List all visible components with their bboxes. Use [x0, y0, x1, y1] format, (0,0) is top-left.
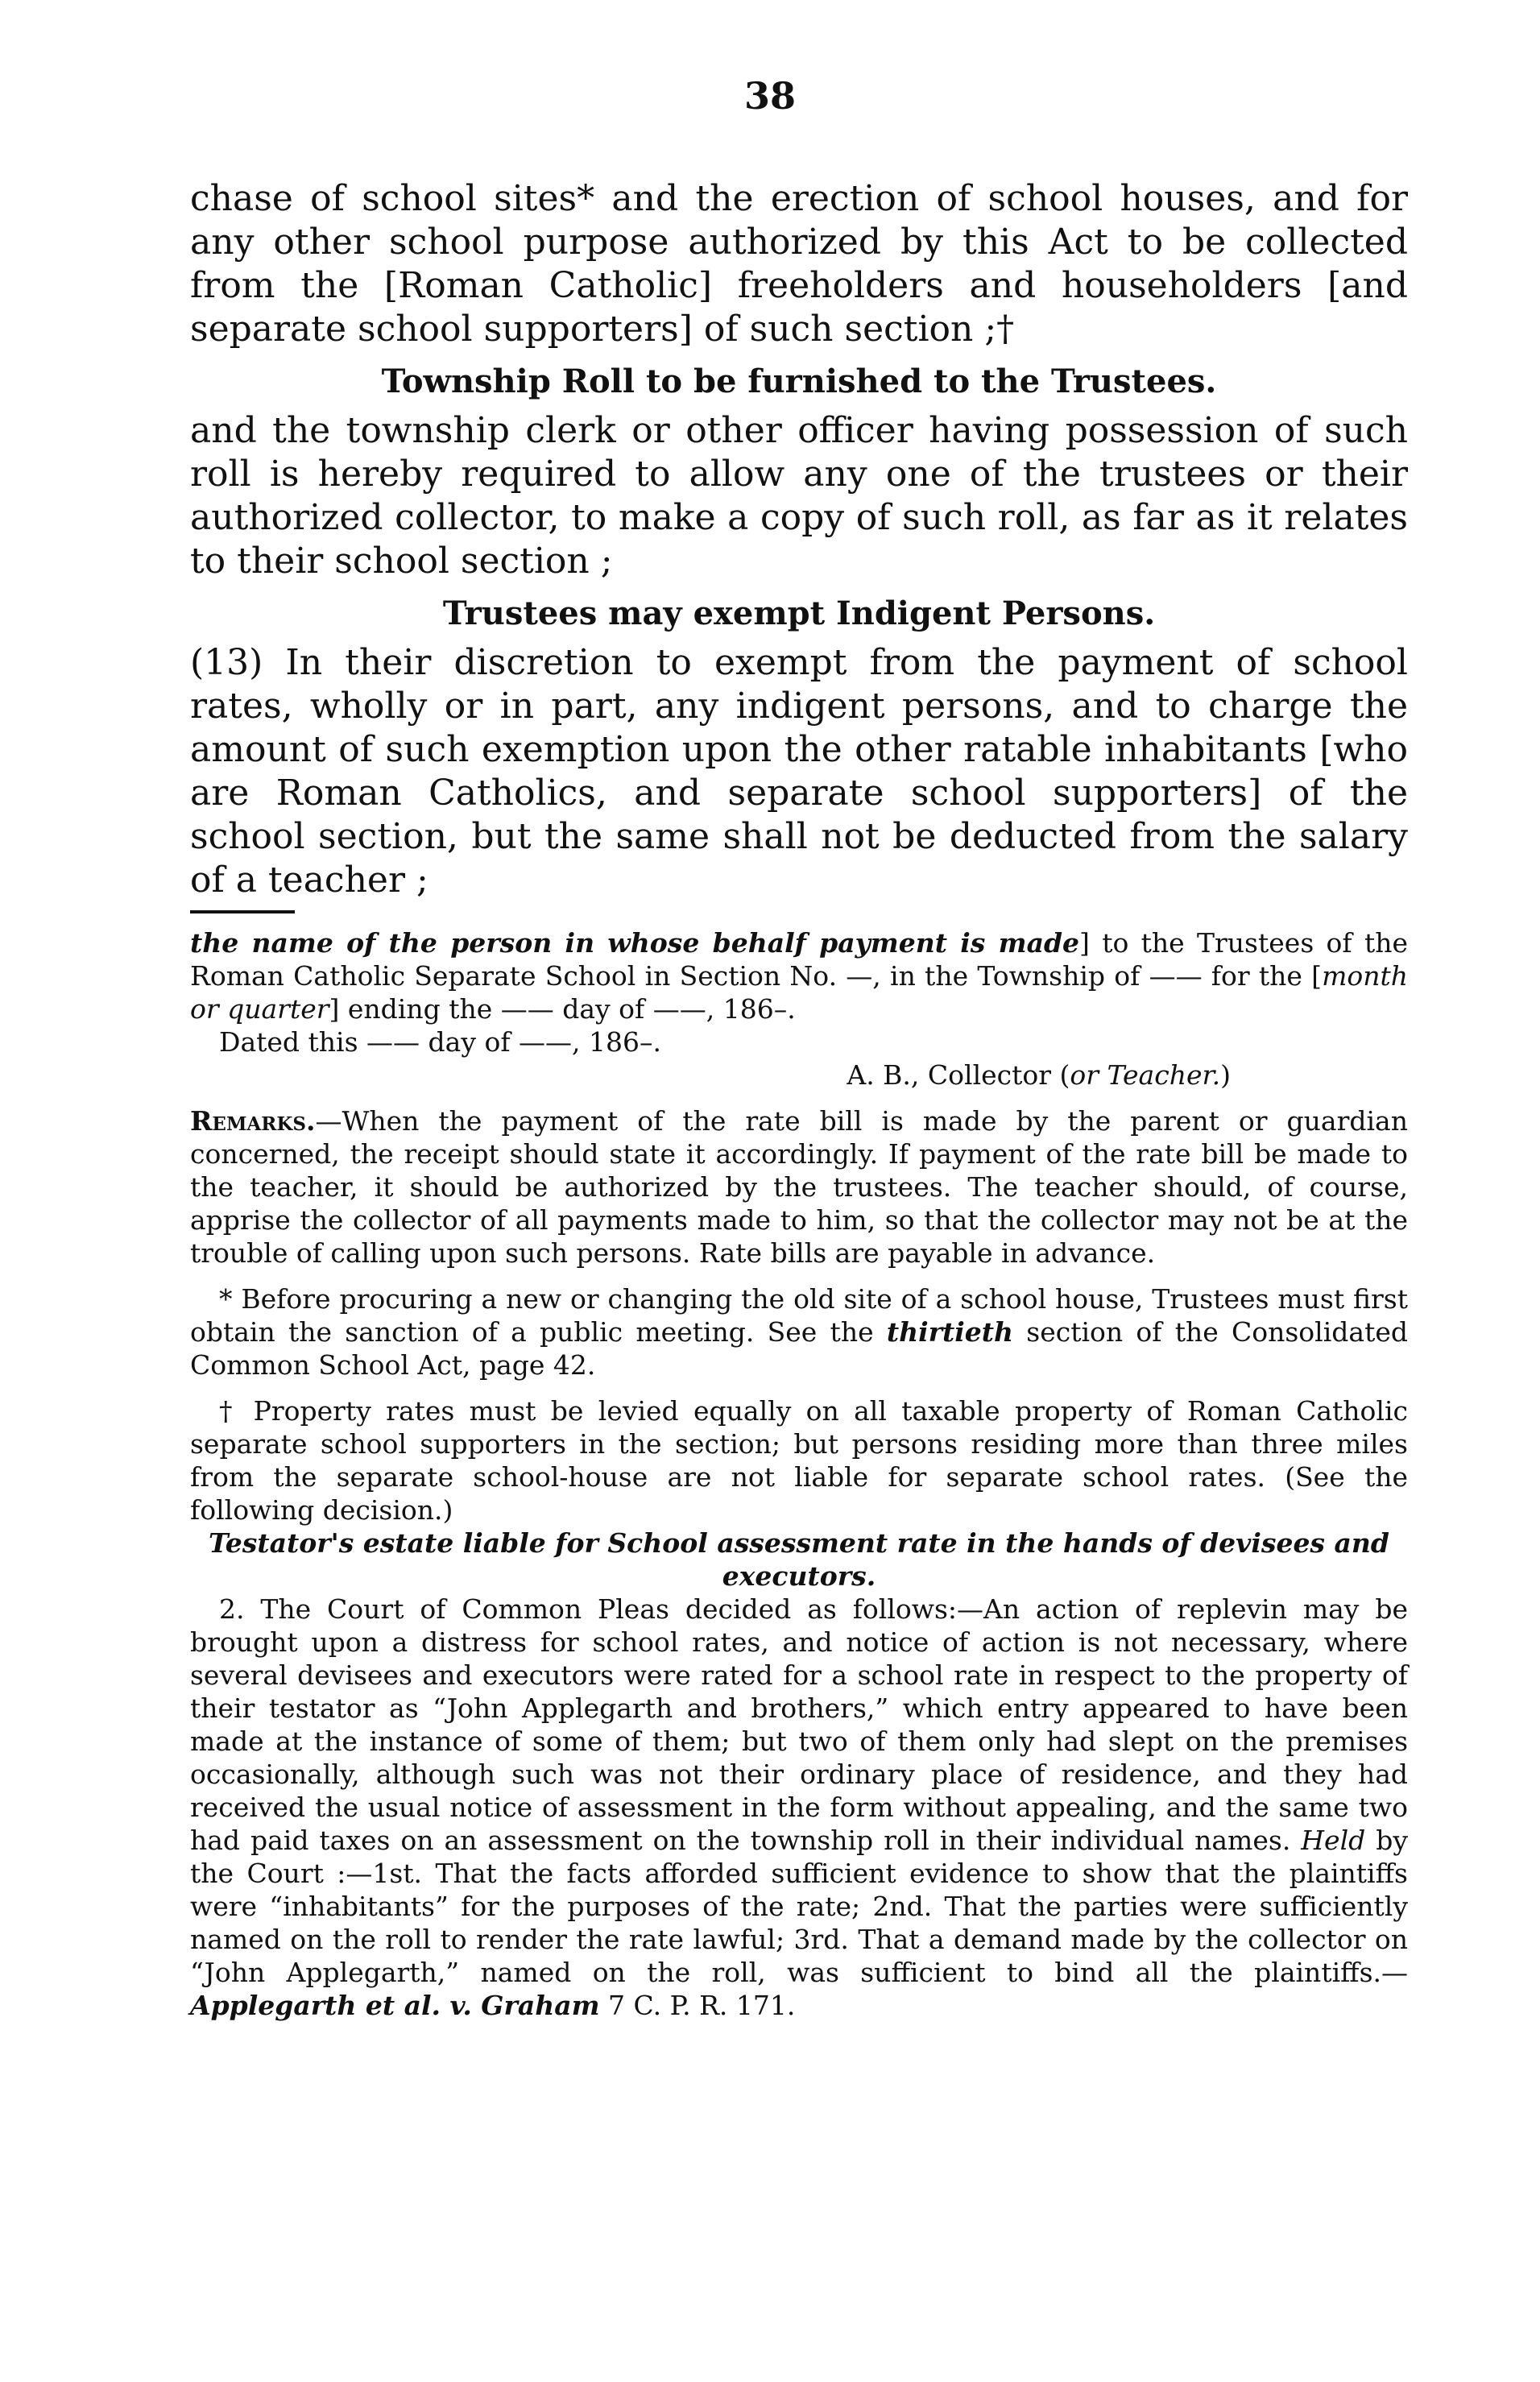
paragraph-1: chase of school sites* and the erection of school houses, and for any other school purpose authorized by this Act to be collected from the [Roman Catholic] freeholders and householders [and separate school supporters] of such section ;†	[190, 178, 1408, 350]
heading-township-roll: Township Roll to be furnished to the Trustees.	[381, 362, 1217, 400]
signature-line: A. B., Collector (or Teacher.)	[847, 1059, 1231, 1091]
paragraph-2: and the township clerk or other officer having possession of such roll is hereby required to allow any one of the trustees or their authorized collector, to make a copy of such roll, as far as it relates to their school section ;	[190, 410, 1408, 582]
main-text	[190, 177, 1408, 902]
form-italic-2: month or quarter	[190, 960, 1408, 1025]
footnote-dagger: † Property rates must be levied equally on all taxable property of Roman Catholic separate school supporters in the section; but persons residing more than three miles from the separate school-house are not liable for separate school rates. (See the following decision.)	[190, 1395, 1408, 1526]
dated-line: Dated this —— day of ——, 186–.	[219, 1026, 661, 1058]
form-text-2: ] ending the —— day of ——, 186–.	[329, 993, 796, 1025]
case-heading: Testator's estate liable for School assessment rate in the hands of devisees and executors.	[209, 1527, 1389, 1592]
paragraph-3: (13) In their discretion to exempt from the payment of school rates, wholly or in part, any indigent persons, and to charge the amount of such exemption upon the other ratable inhabitants [who are Roman Catholics, and separate school supporters] of the school section, but the same shall not be deducted from the salary of a teacher ;	[190, 642, 1408, 901]
remarks-label: Remarks.	[190, 1105, 316, 1137]
heading-exempt-indigent: Trustees may exempt Indigent Persons.	[442, 594, 1156, 632]
form-italic-1: the name of the person in whose behalf payment is made	[190, 927, 1080, 959]
footnote-star: * Before procuring a new or changing the old site of a school house, Trustees must first obtain the sanction of a public meeting. See the thirtieth section of the Consolidated Common School Act, page 42.	[190, 1283, 1408, 1381]
footnotes	[190, 926, 1408, 2022]
case-text: 2. The Court of Common Pleas decided as follows:—An action of replevin may be brought upon a distress for school rates, and notice of action is not necessary, where several devisees and executors were rated for a school rate in respect to the property of their testator as “John Applegarth and brothers,” which entry appeared to have been made at the instance of some of them; but two of them only had slept on the premises occasionally, although such was not their ordinary place of residence, and they had received the usual notice of assessment in the form without appealing, and the same two had paid taxes on an assessment on the township roll in their individual names. Held by the Court :—1st. That the facts afforded sufficient evidence to show that the plaintiffs were “inhabitants” for the purposes of the rate; 2nd. That the parties were sufficiently named on the roll to render the rate lawful; 3rd. That a demand made by the collector on “John Applegarth,” named on the roll, was sufficient to bind all the plaintiffs.—Applegarth et al. v. Graham 7 C. P. R. 171.	[190, 1593, 1408, 2021]
form-text-1: ] to the Trustees of the Roman Catholic Separate School in Section No. —, in the Township of —— for the [	[190, 927, 1408, 992]
receipt-form-text	[190, 926, 1408, 1025]
remarks	[190, 1104, 1408, 1270]
footnote-divider	[190, 910, 295, 913]
remarks-text: —When the payment of the rate bill is made by the parent or guardian concerned, the receipt should state it accordingly. If payment of the rate bill be made to the teacher, it should be authorized by the trustees. The teacher should, of course, apprise the collector of all payments made to him, so that the collector may not be at the trouble of calling upon such persons. Rate bills are payable in advance.	[190, 1105, 1408, 1269]
page-number: 38	[743, 74, 796, 118]
